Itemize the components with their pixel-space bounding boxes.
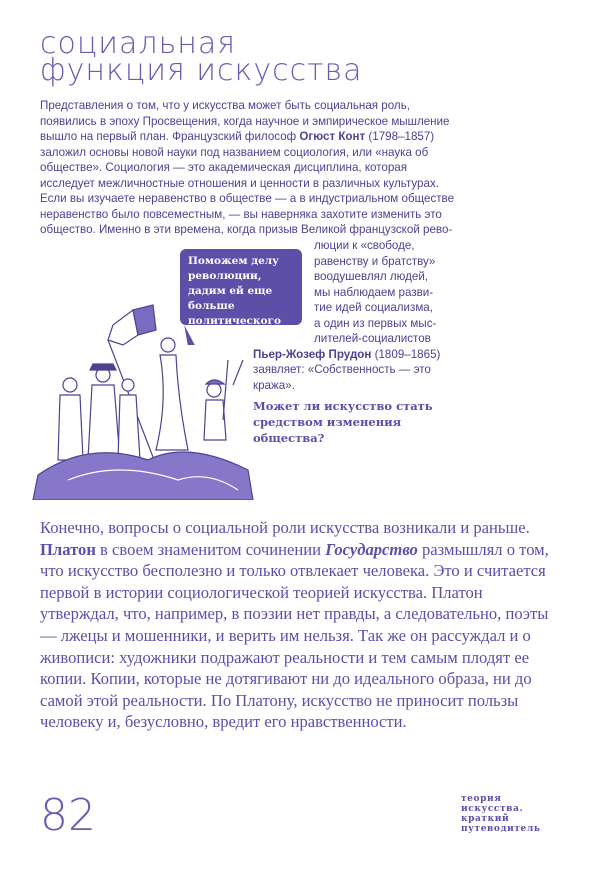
revolution-illustration [28,300,268,500]
side-line: лителей-социалистов [314,332,431,345]
footer-line: краткий [461,814,510,824]
side-line: равенству и братству» [314,254,436,268]
side-line: воодушевлял людей, [314,270,429,283]
name-comte: Огюст Конт [299,130,366,143]
work-title: Государство [325,539,418,559]
body-text-3: размышлял о том, что искусство бесполезно и только отвлекает человека. Это и считается первой в истории социологической теорией искусства. Платон утверждал, что, например, в поэзии нет правды, а следовательно, поэты — лжецы и мошенники, и верить им нельзя. Так же он рассуждал и о живописи: художники подражают реальности и тем самым плодят ее копии. Копии, которые не дотягивают ни до идеального образа, ни до самой этой реальности. По Платону, искусство не приносит пользы человеку и, безусловно, вредит его нравственности. [40,539,549,732]
liberty-head [161,338,175,352]
side-line: люции к «свободе, [314,239,415,252]
footer-line: путеводитель [461,824,541,834]
main-paragraph [40,517,560,733]
side-text: (1809–1865) заявляет: «Собственность — это кража». [253,347,441,392]
title-line-1: социальная [40,26,237,61]
liberty-body [156,355,188,450]
intro-text-2: (1798–1857) заложил основы новой науки под названием социология, или «наука об обществе». Социология — это академическая дисциплина, которая исследует межличностные отношения и ценности в различных культурах. Если вы изучаете неравенство в обществе — а в индустриальном обществе неравенство было повсеместным, — вы наверняка захотите изменить это общество. Именно в эти времена, когда призыв Великой французской рево- [40,130,455,236]
title-line-2: функция искусства [40,53,363,88]
book-title-footer [461,794,551,834]
question-heading: Может ли искусство стать средством изменения общества? [253,399,433,445]
page-number: 82 [40,790,96,841]
name-plato: Платон [40,539,96,559]
intro-text: Представления о том, что у искусства может быть социальная роль, появились в эпоху Просвещения, когда научное и эмпирическое мышление вышло на первый план. Французский философ [40,99,450,143]
body-text-2: в своем знаменитом сочинении [95,539,326,559]
side-line: тие идей социализма, [314,301,433,314]
side-line: а один из первых мыс- [314,316,437,330]
page-title [40,26,363,88]
intro-paragraph [40,98,460,238]
footer-line: искусства. [461,804,524,814]
speech-bubble: Поможем делу революции, дадим ей еще больше политического искусства... [180,249,302,325]
name-proudhon: Пьер-Жозеф Прудон [253,347,372,361]
side-line: мы наблюдаем разви- [314,285,434,299]
body-text: Конечно, вопросы о социальной роли искусства возникали и раньше. [40,518,530,537]
footer-line: теория [461,794,502,804]
